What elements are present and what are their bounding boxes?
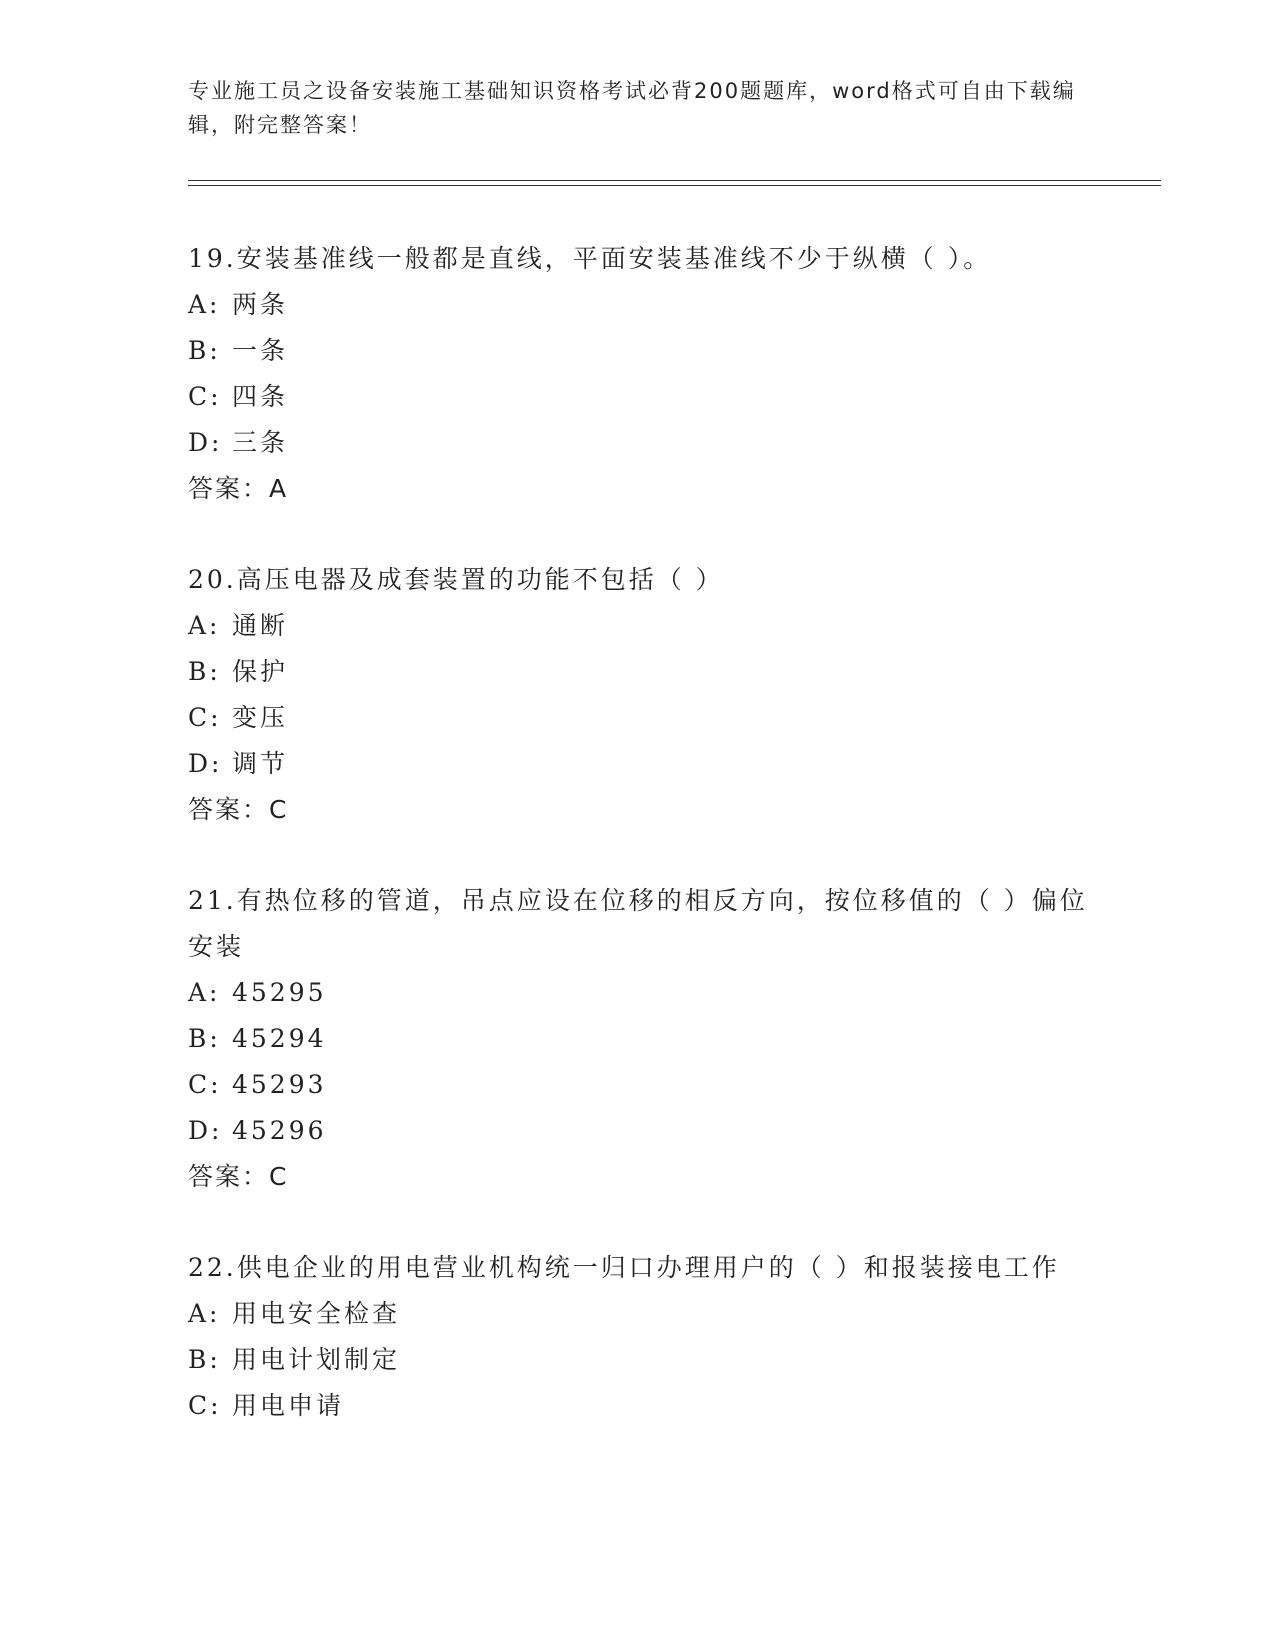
header-divider-top <box>188 180 1161 181</box>
option-a <box>188 282 1088 328</box>
option-text: 用电计划制定 <box>232 1345 401 1374</box>
option-letter: A: <box>188 290 221 319</box>
option-text: 45293 <box>232 1070 327 1099</box>
option-text: 用电申请 <box>232 1391 345 1420</box>
option-letter: C: <box>188 703 222 732</box>
answer: 答案：C <box>188 1162 289 1191</box>
option-letter: B: <box>188 1024 221 1053</box>
option-b <box>188 1016 1088 1062</box>
option-b <box>188 649 1088 695</box>
option-a <box>188 1291 1088 1337</box>
option-letter: D: <box>188 749 223 778</box>
option-text: 保护 <box>232 657 289 686</box>
option-letter: B: <box>188 657 221 686</box>
option-letter: B: <box>188 1345 221 1374</box>
option-text: 45295 <box>232 978 327 1007</box>
option-text: 四条 <box>232 382 289 411</box>
header-divider-bottom <box>188 185 1161 186</box>
answer: 答案：A <box>188 474 289 503</box>
option-letter: A: <box>188 978 221 1007</box>
option-text: 变压 <box>232 703 289 732</box>
question-stem: 20.高压电器及成套装置的功能不包括（ ） <box>188 565 724 594</box>
option-b <box>188 328 1088 374</box>
option-d <box>188 420 1088 466</box>
option-text: 45294 <box>232 1024 327 1053</box>
option-d <box>188 1108 1088 1154</box>
option-letter: C: <box>188 1070 222 1099</box>
option-c <box>188 374 1088 420</box>
question-21 <box>188 878 1088 1200</box>
option-a <box>188 603 1088 649</box>
option-letter: A: <box>188 1299 221 1328</box>
document-header: 专业施工员之设备安装施工基础知识资格考试必背200题题库，word格式可自由下载编辑，附完整答案！ <box>188 79 1076 137</box>
question-22 <box>188 1245 1088 1429</box>
option-letter: C: <box>188 382 222 411</box>
option-b <box>188 1337 1088 1383</box>
option-letter: D: <box>188 428 223 457</box>
question-stem: 19.安装基准线一般都是直线，平面安装基准线不少于纵横（ ）。 <box>188 244 992 273</box>
option-a <box>188 970 1088 1016</box>
option-text: 调节 <box>232 749 289 778</box>
option-text: 45296 <box>232 1116 327 1145</box>
option-text: 两条 <box>232 290 289 319</box>
question-stem: 21.有热位移的管道，吊点应设在位移的相反方向，按位移值的（ ）偏位安装 <box>188 886 1088 961</box>
option-letter: A: <box>188 611 221 640</box>
option-d <box>188 741 1088 787</box>
option-text: 一条 <box>232 336 289 365</box>
option-text: 通断 <box>232 611 289 640</box>
option-letter: B: <box>188 336 221 365</box>
question-stem: 22.供电企业的用电营业机构统一归口办理用户的（ ）和报装接电工作 <box>188 1253 1060 1282</box>
option-c <box>188 1062 1088 1108</box>
answer: 答案：C <box>188 795 289 824</box>
question-19 <box>188 236 1088 512</box>
option-c <box>188 1383 1088 1429</box>
option-c <box>188 695 1088 741</box>
option-letter: C: <box>188 1391 222 1420</box>
question-20 <box>188 557 1088 833</box>
option-letter: D: <box>188 1116 223 1145</box>
option-text: 三条 <box>232 428 289 457</box>
option-text: 用电安全检查 <box>232 1299 401 1328</box>
